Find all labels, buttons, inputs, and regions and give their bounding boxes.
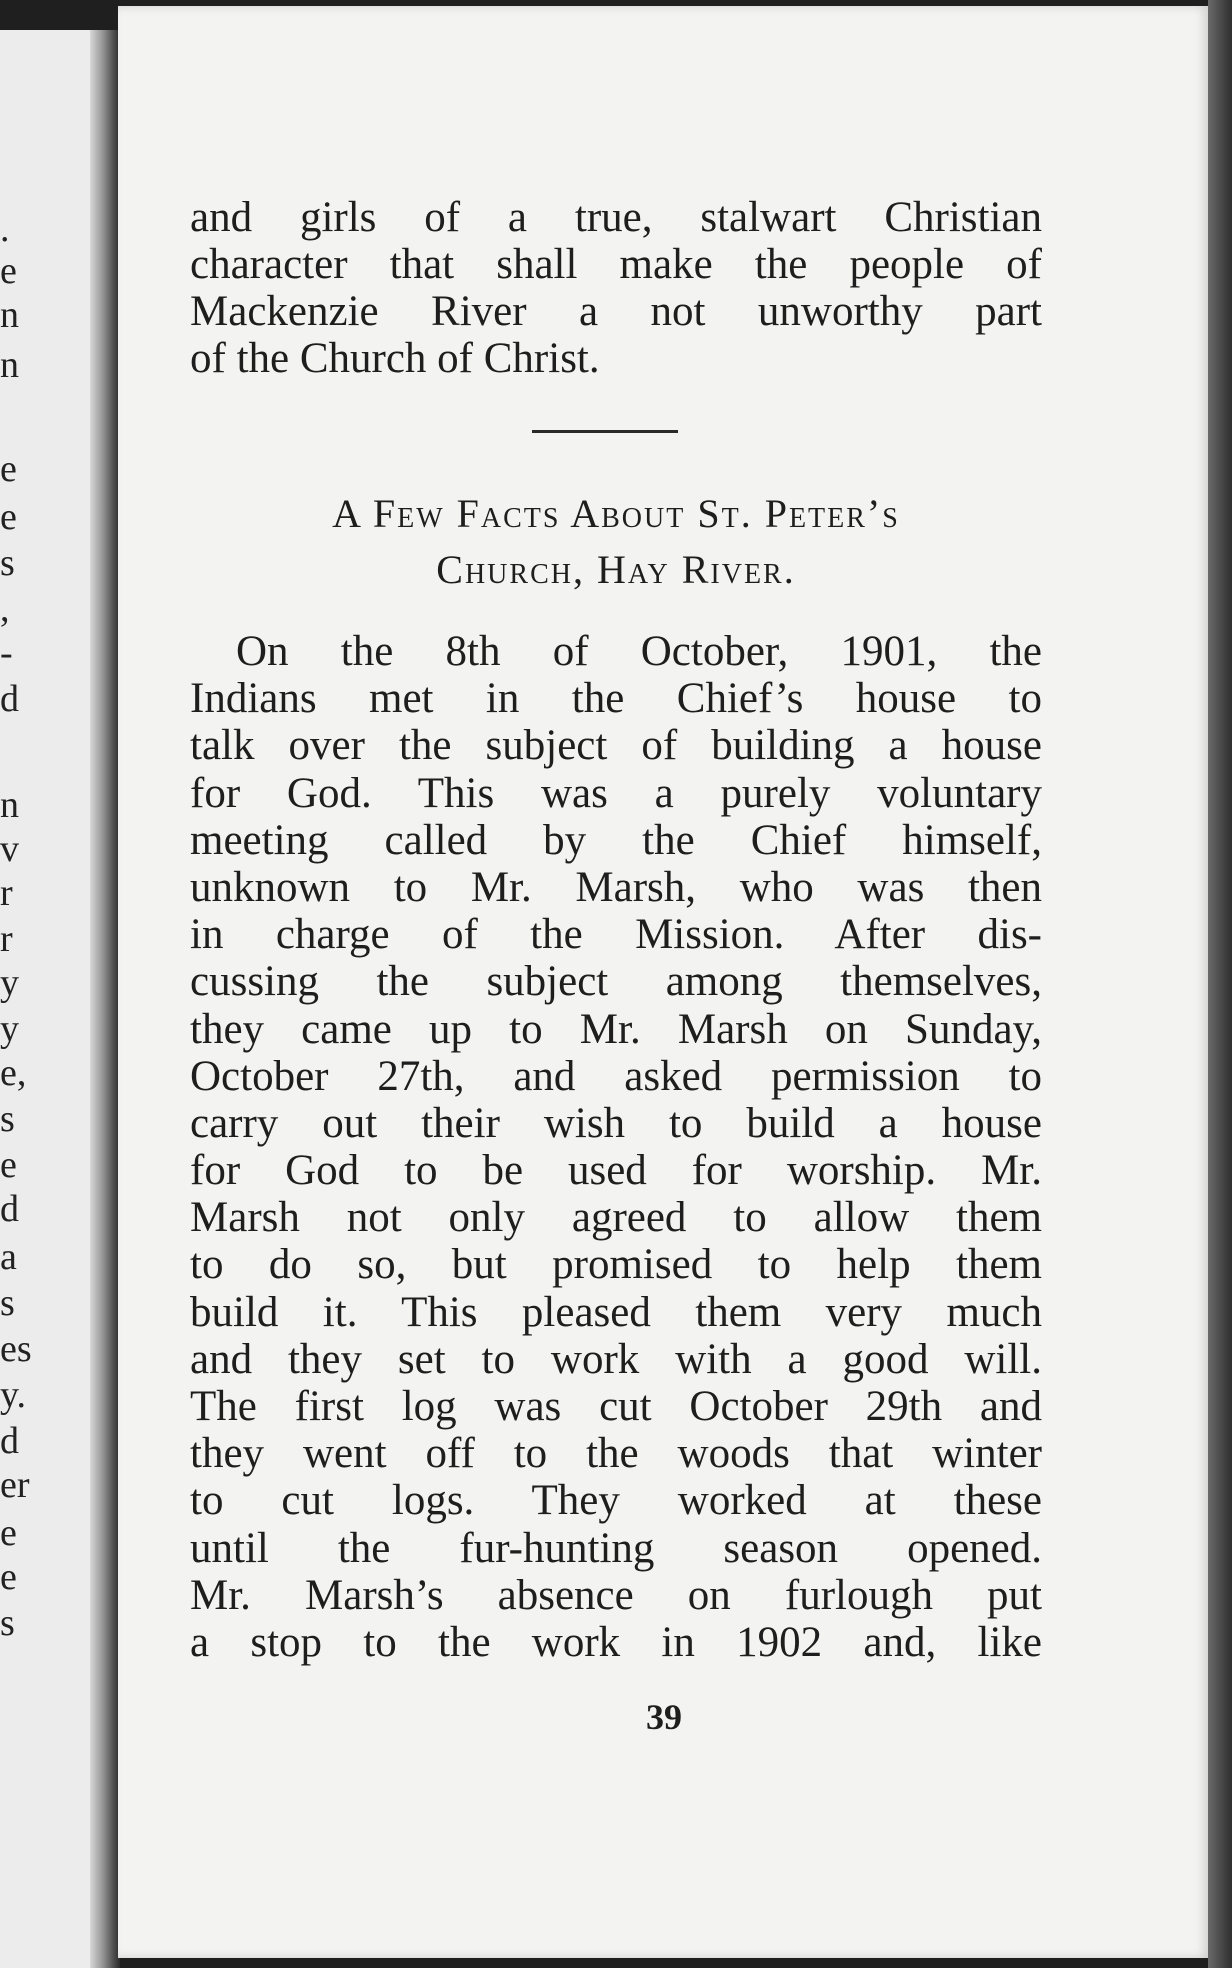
fragment: e — [0, 1144, 17, 1186]
fragment: s — [0, 1602, 15, 1644]
fragment: e — [0, 250, 17, 292]
fragment: n — [0, 294, 19, 336]
text-line: to cut logs. They worked at these — [190, 1477, 1042, 1525]
fragment: y — [0, 962, 19, 1004]
text-line: talk over the subject of building a house — [190, 722, 1042, 770]
fragment: d — [0, 678, 19, 720]
fragment: y. — [0, 1374, 27, 1416]
fragment: a — [0, 1236, 17, 1278]
text-line: in charge of the Mission. After dis- — [190, 911, 1042, 959]
fragment: es — [0, 1328, 32, 1370]
text-line: meeting called by the Chief himself, — [190, 816, 1042, 864]
text-line: October 27th, and asked permission to — [190, 1052, 1042, 1100]
fragment: - — [0, 632, 13, 674]
fragment: s — [0, 1282, 15, 1324]
fragment: n — [0, 784, 19, 826]
fragment: e — [0, 1556, 17, 1598]
fragment: er — [0, 1464, 30, 1506]
text-line: unknown to Mr. Marsh, who was then — [190, 863, 1042, 911]
fragment: d — [0, 1188, 19, 1230]
page-number: 39 — [646, 1697, 682, 1737]
fragment: e — [0, 448, 17, 490]
text-line: they came up to Mr. Marsh on Sunday, — [190, 1005, 1042, 1053]
fragment: s — [0, 1098, 15, 1140]
fragment: r — [0, 918, 13, 960]
section-heading-line-1: A Few Facts About St. Peter’s — [332, 491, 900, 536]
fragment: . — [0, 208, 10, 250]
text-line: On the 8th of October, 1901, the — [236, 628, 1042, 675]
book-cover-edge — [1208, 0, 1232, 1968]
fragment: s — [0, 542, 15, 584]
text-line: character that shall make the people of — [190, 241, 1042, 288]
fragment: e, — [0, 1052, 27, 1094]
text-line: of the Church of Christ. — [190, 335, 600, 382]
text-line: build it. This pleased them very much — [190, 1288, 1042, 1336]
fragment: r — [0, 872, 13, 914]
section-divider — [532, 430, 678, 433]
section-heading-line-2: Church, Hay River. — [436, 547, 796, 592]
fragment: , — [0, 588, 10, 630]
intro-paragraph — [190, 194, 1042, 382]
fragment: e — [0, 496, 17, 538]
text-line: cussing the subject among themselves, — [190, 958, 1042, 1006]
text-line: for God to be used for worship. Mr. — [190, 1147, 1042, 1195]
text-line: and girls of a true, stalwart Christian — [190, 194, 1042, 241]
text-line: Indians met in the Chief’s house to — [190, 675, 1042, 723]
fragment: v — [0, 828, 19, 870]
fragment: e — [0, 1512, 17, 1554]
text-line: Mackenzie River a not unworthy part — [190, 288, 1042, 335]
text-line: for God. This was a purely voluntary — [190, 769, 1042, 817]
text-line: until the fur-hunting season opened. — [190, 1524, 1042, 1572]
text-line: to do so, but promised to help them — [190, 1241, 1042, 1289]
text-line: a stop to the work in 1902 and, like — [190, 1618, 1042, 1666]
facing-page-text-fragments — [0, 30, 30, 1968]
fragment: y — [0, 1008, 19, 1050]
body-paragraph — [190, 628, 1042, 1666]
text-line: Marsh not only agreed to allow them — [190, 1194, 1042, 1242]
text-line: they went off to the woods that winter — [190, 1430, 1042, 1478]
fragment: d — [0, 1420, 19, 1462]
book-page — [118, 6, 1210, 1958]
book-gutter — [90, 30, 120, 1968]
text-line: carry out their wish to build a house — [190, 1099, 1042, 1147]
text-line: The first log was cut October 29th and — [190, 1383, 1042, 1430]
text-line: and they set to work with a good will. — [190, 1335, 1042, 1383]
text-line: Mr. Marsh’s absence on furlough put — [190, 1571, 1042, 1619]
fragment: n — [0, 344, 19, 386]
